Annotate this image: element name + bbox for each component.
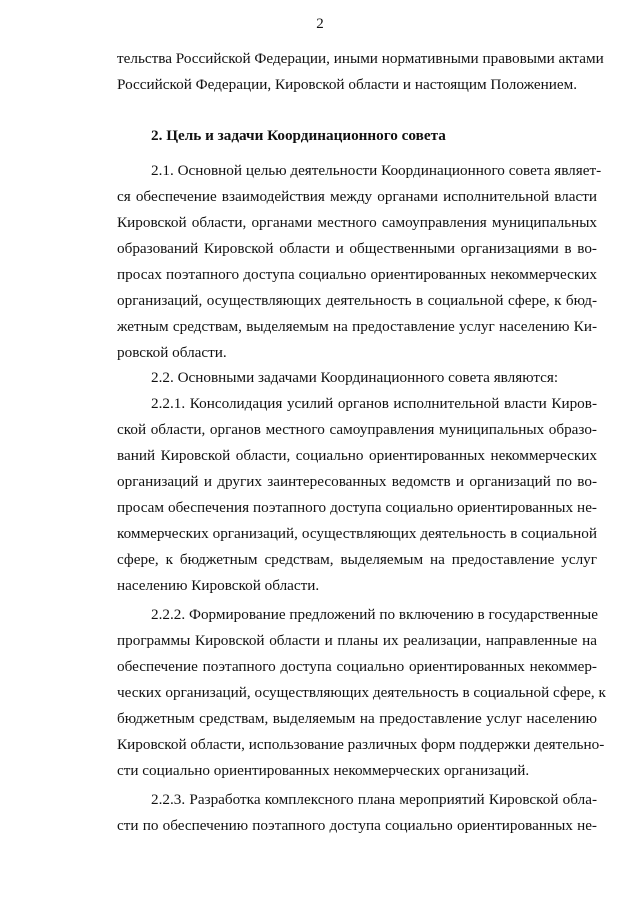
text-line: 2.2. Основными задачами Координационного совета являются: (151, 369, 559, 386)
text-line: сти по обеспечению поэтапного доступа социально ориентированных не- (117, 817, 597, 834)
text-line: населению Кировской области. (117, 577, 320, 594)
text-line: ской области, органов местного самоуправления муниципальных образо- (117, 421, 597, 438)
text-line: просам обеспечения поэтапного доступа социально ориентированных не- (117, 499, 597, 516)
text-line: 2.2.1. Консолидация усилий органов исполнительной власти Киров- (151, 395, 597, 412)
text-line: ческих организаций, осуществляющих деятельность в социальной сфере, к (117, 684, 606, 701)
text-line: 2.2.2. Формирование предложений по включению в государственные (151, 606, 598, 623)
text-line: Российской Федерации, Кировской области и настоящим Положением. (117, 76, 578, 93)
section-heading: 2. Цель и задачи Координационного совета (151, 127, 446, 144)
text-line: 2.1. Основной целью деятельности Координационного совета являет- (151, 162, 602, 179)
text-line: Кировской области, органами местного самоуправления муниципальных (117, 214, 597, 231)
text-line: образований Кировской области и общественными организациями в во- (117, 240, 597, 257)
text-line: ровской области. (117, 344, 227, 361)
text-line: сфере, к бюджетным средствам, выделяемым на предоставление услуг (117, 551, 597, 568)
text-line: коммерческих организаций, осуществляющих деятельность в социальной (117, 525, 597, 542)
text-line: программы Кировской области и планы их реализации, направленные на (117, 632, 597, 649)
text-line: бюджетным средствам, выделяемым на предоставление услуг населению (117, 710, 597, 727)
text-line: просах поэтапного доступа социально ориентированных некоммерческих (117, 266, 597, 283)
text-line: Кировской области, использование различных форм поддержки деятельно- (117, 736, 605, 753)
text-line: обеспечение поэтапного доступа социально ориентированных некоммер- (117, 658, 597, 675)
text-line: сти социально ориентированных некоммерческих организаций. (117, 762, 530, 779)
text-line: ся обеспечение взаимодействия между органами исполнительной власти (117, 188, 597, 205)
text-line: тельства Российской Федерации, иными нормативными правовыми актами (117, 50, 604, 67)
text-line: ваний Кировской области, социально ориентированных некоммерческих (117, 447, 597, 464)
text-line: организаций и других заинтересованных ведомств и организаций по во- (117, 473, 597, 490)
page-number: 2 (316, 16, 324, 32)
text-line: организаций, осуществляющих деятельность в социальной сфере, к бюд- (117, 292, 597, 309)
text-line: 2.2.3. Разработка комплексного плана мероприятий Кировской обла- (151, 791, 597, 808)
text-line: жетным средствам, выделяемым на предоставление услуг населению Ки- (117, 318, 597, 335)
